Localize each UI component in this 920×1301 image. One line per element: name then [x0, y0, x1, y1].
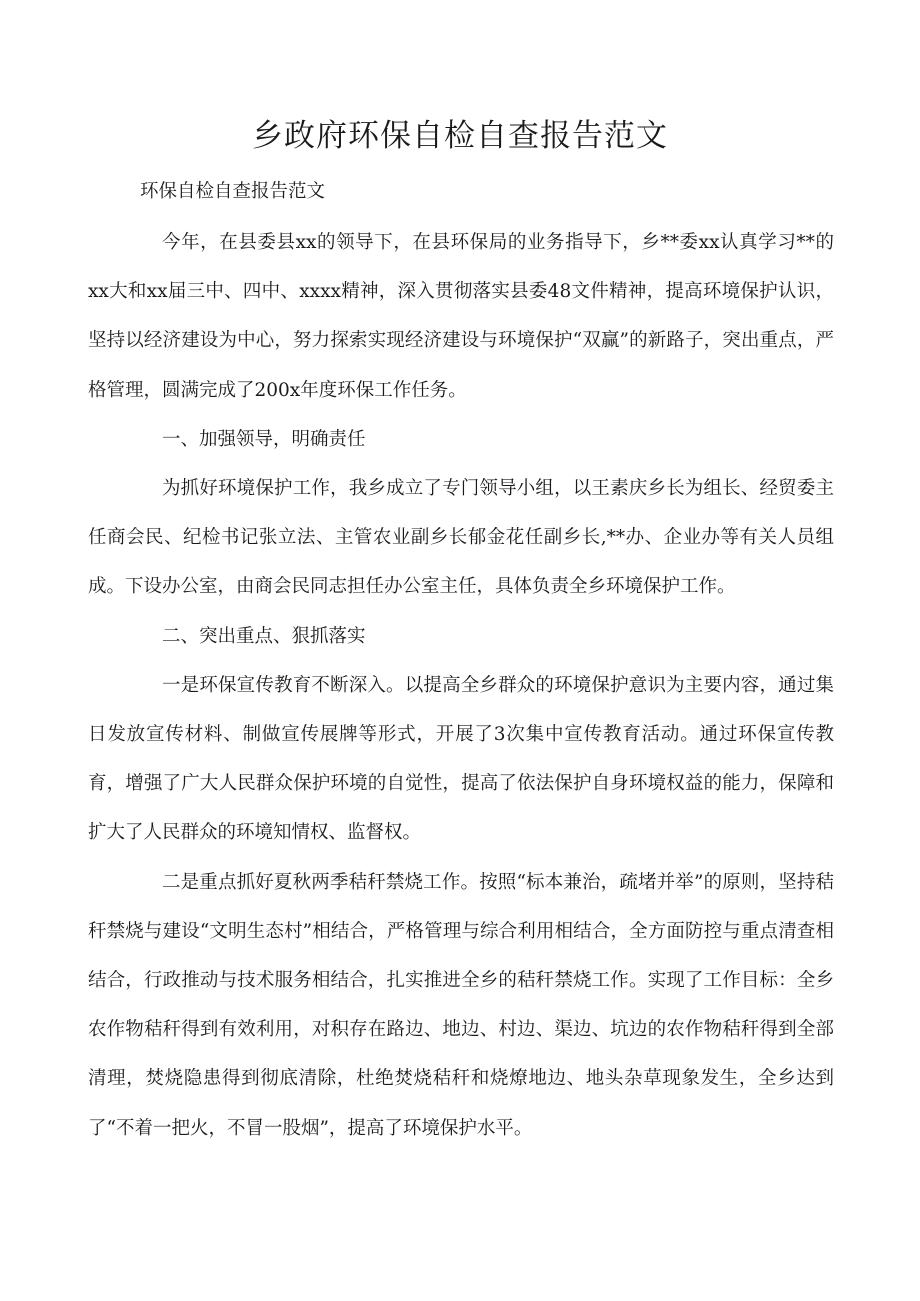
paragraph-publicity: 一是环保宣传教育不断深入。以提高全乡群众的环境保护意识为主要内容，通过集日发放宣传材料、制做宣传展牌等形式，开展了3次集中宣传教育活动。通过环保宣传教育，增强了广大人民群众保护环境的自觉性，提高了依法保护自身环境权益的能力，保障和扩大了人民群众的环境知情权、监督权。	[88, 674, 834, 844]
document-subtitle: 环保自检自查报告范文	[140, 181, 326, 202]
section-heading-1: 一、加强领导，明确责任	[162, 428, 366, 450]
paragraph-leadership: 为抓好环境保护工作，我乡成立了专门领导小组，以王素庆乡长为组长、经贸委主任商会民、纪检书记张立法、主管农业副乡长郁金花任副乡长,**办、企业办等有关人员组成。下设办公室，由商会民同志担任办公室主任，具体负责全乡环境保护工作。	[88, 478, 834, 598]
document-title: 乡政府环保自检自查报告范文	[252, 118, 668, 154]
section-heading-2: 二、突出重点、狠抓落实	[162, 625, 366, 647]
paragraph-intro: 今年，在县委县xx的领导下，在县环保局的业务指导下，乡**委xx认真学习**的xx大和xx届三中、四中、xxxx精神，深入贯彻落实县委48文件精神，提高环境保护认识，坚持以经济建设为中心，努力探索实现经济建设与环境保护“双赢”的新路子，突出重点，严格管理，圆满完成了200x年度环保工作任务。	[88, 232, 834, 401]
document-body	[88, 218, 834, 1153]
paragraph-straw-burning: 二是重点抓好夏秋两季秸秆禁烧工作。按照“标本兼治，疏堵并举”的原则，坚持秸秆禁烧与建设“文明生态村”相结合，严格管理与综合利用相结合，全方面防控与重点清查相结合，行政推动与技术服务相结合，扎实推进全乡的秸秆禁烧工作。实现了工作目标：全乡农作物秸秆得到有效利用，对积存在路边、地边、村边、渠边、坑边的农作物秸秆得到全部清理，焚烧隐患得到彻底清除，杜绝焚烧秸秆和烧燎地边、地头杂草现象发生，全乡达到了“不着一把火，不冒一股烟”，提高了环境保护水平。	[88, 871, 834, 1139]
